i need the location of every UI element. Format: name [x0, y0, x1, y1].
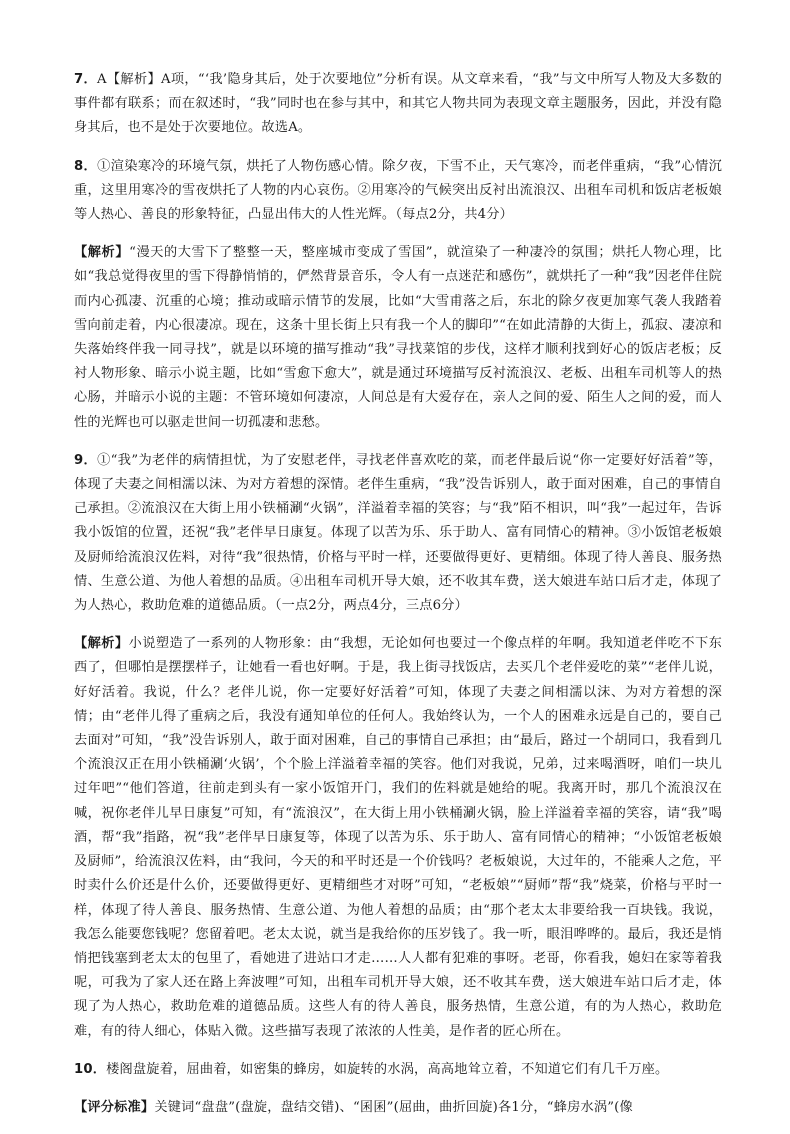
- answer-text: ①“我”为老伴的病情担忧，为了安慰老伴，寻找老伴喜欢吃的菜，而老伴最后说“你一定要好好活着”等，体现了夫妻之间相濡以沫、为对方着想的深情。老伴生重病，“我”没告诉别人，敢于面对困难，自己的事情自己承担。②流浪汉在大街上用小铁桶涮“火锅”，洋溢着幸福的笑容；与“我”陌不相识，叫“我”一起过年，告诉我小饭馆的位置，还祝“我”老伴早日康复。体现了以苦为乐、乐于助人、富有同情心的精神。③小饭馆老板娘及厨师给流浪汉佐料，对待“我”很热情，价格与平时一样，还要做得更好、更精细。体现了待人善良、服务热情、生意公道、为他人着想的品质。④出租车司机开导大娘，还不收其车费，送大娘进车站口后才走，体现了为人热心，救助危难的道德品质。（一点2分，两点4分，三点6分）: [74, 452, 722, 614]
- answer-text: ①渲染寒冷的环境气氛，烘托了人物伤感心情。除夕夜，下雪不止，天气寒冷，而老伴重病，“我”心情沉重，这里用寒冷的雪夜烘托了人物的内心哀伤。②用寒冷的气候突出反衬出流浪汉、出租车司机和饭店老板娘等人热心、善良的形象特征，凸显出伟大的人性光辉。（每点2分，共4分）: [74, 158, 722, 223]
- analysis-9: [74, 632, 722, 1043]
- analysis-tag: 【解析】: [74, 636, 129, 652]
- answer-text: 楼阁盘旋着，屈曲着，如密集的蜂房，如旋转的水涡，高高地耸立着，不知道它们有几千万座。: [106, 1061, 669, 1077]
- analysis-text: “漫天的大雪下了整整一天，整座城市变成了雪国”，就渲染了一种凄冷的氛围；烘托人物心理，比如“我总觉得夜里的雪下得静悄悄的，俨然背景音乐，令人有一点迷茫和感伤”，就烘托了一种“我”因老伴住院而内心孤凄、沉重的心境；推动或暗示情节的发展，比如“大雪甫落之后，东北的除夕夜更加寒气袭人我踏着雪向前走着，内心很凄凉。现在，这条十里长街上只有我一个人的脚印”“在如此清静的大街上，孤寂、凄凉和失落始终伴我一同寻找”，就是以环境的描写推动“我”寻找菜馆的步伐，这样才顺利找到好心的饭店老板；反衬人物形象、暗示小说主题，比如“雪愈下愈大”，就是通过环境描写反衬流浪汉、老板、出租车司机等人的热心肠，并暗示小说的主题：不管环境如何凄凉，人间总是有大爱存在，亲人之间的爱、陌生人之间的爱，而人性的光辉也可以驱走世间一切孤凄和悲愁。: [74, 245, 722, 430]
- scoring-text: 关键词“盘盘”(盘旋，盘结交错)、“囷囷”(屈曲，曲折回旋)各1分，“蜂房水涡”(像: [154, 1099, 633, 1115]
- scoring-tag: 【评分标准】: [74, 1099, 155, 1115]
- answer-text: A【解析】A项，“‘我’隐身其后，处于次要地位”分析有误。从文章来看，“我”与文中所写人物及大多数的事件都有联系；而在叙述时，“我”同时也在参与其中，和其它人物共同为表现文章主题服务，因此，并没有隐身其后，也不是处于次要地位。故选A。: [74, 72, 722, 136]
- answer-8: [74, 155, 722, 228]
- document-page: [74, 68, 722, 1134]
- question-number: 8．: [74, 158, 98, 174]
- answer-10: [74, 1058, 722, 1082]
- answer-7: [74, 68, 722, 141]
- question-number: 10．: [74, 1061, 107, 1077]
- analysis-tag: 【解析】: [74, 245, 130, 261]
- analysis-text: 小说塑造了一系列的人物形象：由“我想，无论如何也要过一个像点样的年啊。我知道老伴吃不下东西了，但哪怕是摆摆样子，让她看一看也好啊。于是，我上街寻找饭店，去买几个老伴爱吃的菜”“老伴儿说，好好活着。我说，什么？老伴儿说，你一定要好好活着”可知，体现了夫妻之间相濡以沫、为对方着想的深情；由“老伴儿得了重病之后，我没有通知单位的任何人。我始终认为，一个人的困难永远是自己的，要自己去面对”可知，“我”没告诉别人，敢于面对困难，自己的事情自己承担；由“最后，路过一个胡同口，我看到几个流浪汉正在用小铁桶涮‘火锅’，个个脸上洋溢着幸福的笑容。他们对我说，兄弟，过来喝酒呀，咱们一块儿过年吧”“他们答道，往前走到头有一家小饭馆开门，我们的佐料就是她给的呢。我离开时，那几个流浪汉在喊，祝你老伴儿早日康复”可知，有“流浪汉”，在大街上用小铁桶涮火锅，脸上洋溢着幸福的笑容，请“我”喝酒，帮“我”指路，祝“我”老伴早日康复等，体现了以苦为乐、乐于助人、富有同情心的精神；“小饭馆老板娘及厨师”，给流浪汉佐料，由“我问，今天的和平时还是一个价钱吗？老板娘说，大过年的，不能乘人之危，平时卖什么价还是什么价，还要做得更好、更精细些才对呀”可知，“老板娘”“厨师”帮“我”烧菜，价格与平时一样，体现了待人善良、服务热情、生意公道、为他人着想的品质；由“那个老太太非要给我一百块钱。我说，我怎么能要您钱呢？您留着吧。老太太说，就当是我给你的压岁钱了。我一听，眼泪哗哗的。最后，我还是悄悄把钱塞到老太太的包里了，看她进了进站口才走……人人都有犯难的事呀。老哥，你看我，媳妇在家等着我呢，可我为了家人还在路上奔波哩”可知，出租车司机开导大娘，还不收其车费，送大娘进车站口后才走，体现了为人热心，救助危难的道德品质。这些人有的待人善良，服务热情，生意公道，有的为人热心，救助危难，有的待人细心，体贴入微。这些描写表现了浓浓的人性美，是作者的匠心所在。: [74, 636, 722, 1039]
- scoring-criteria-10: [74, 1096, 722, 1120]
- question-number: 9．: [74, 452, 98, 468]
- question-number: 7．: [74, 72, 98, 87]
- analysis-8: [74, 241, 722, 435]
- answer-9: [74, 449, 722, 618]
